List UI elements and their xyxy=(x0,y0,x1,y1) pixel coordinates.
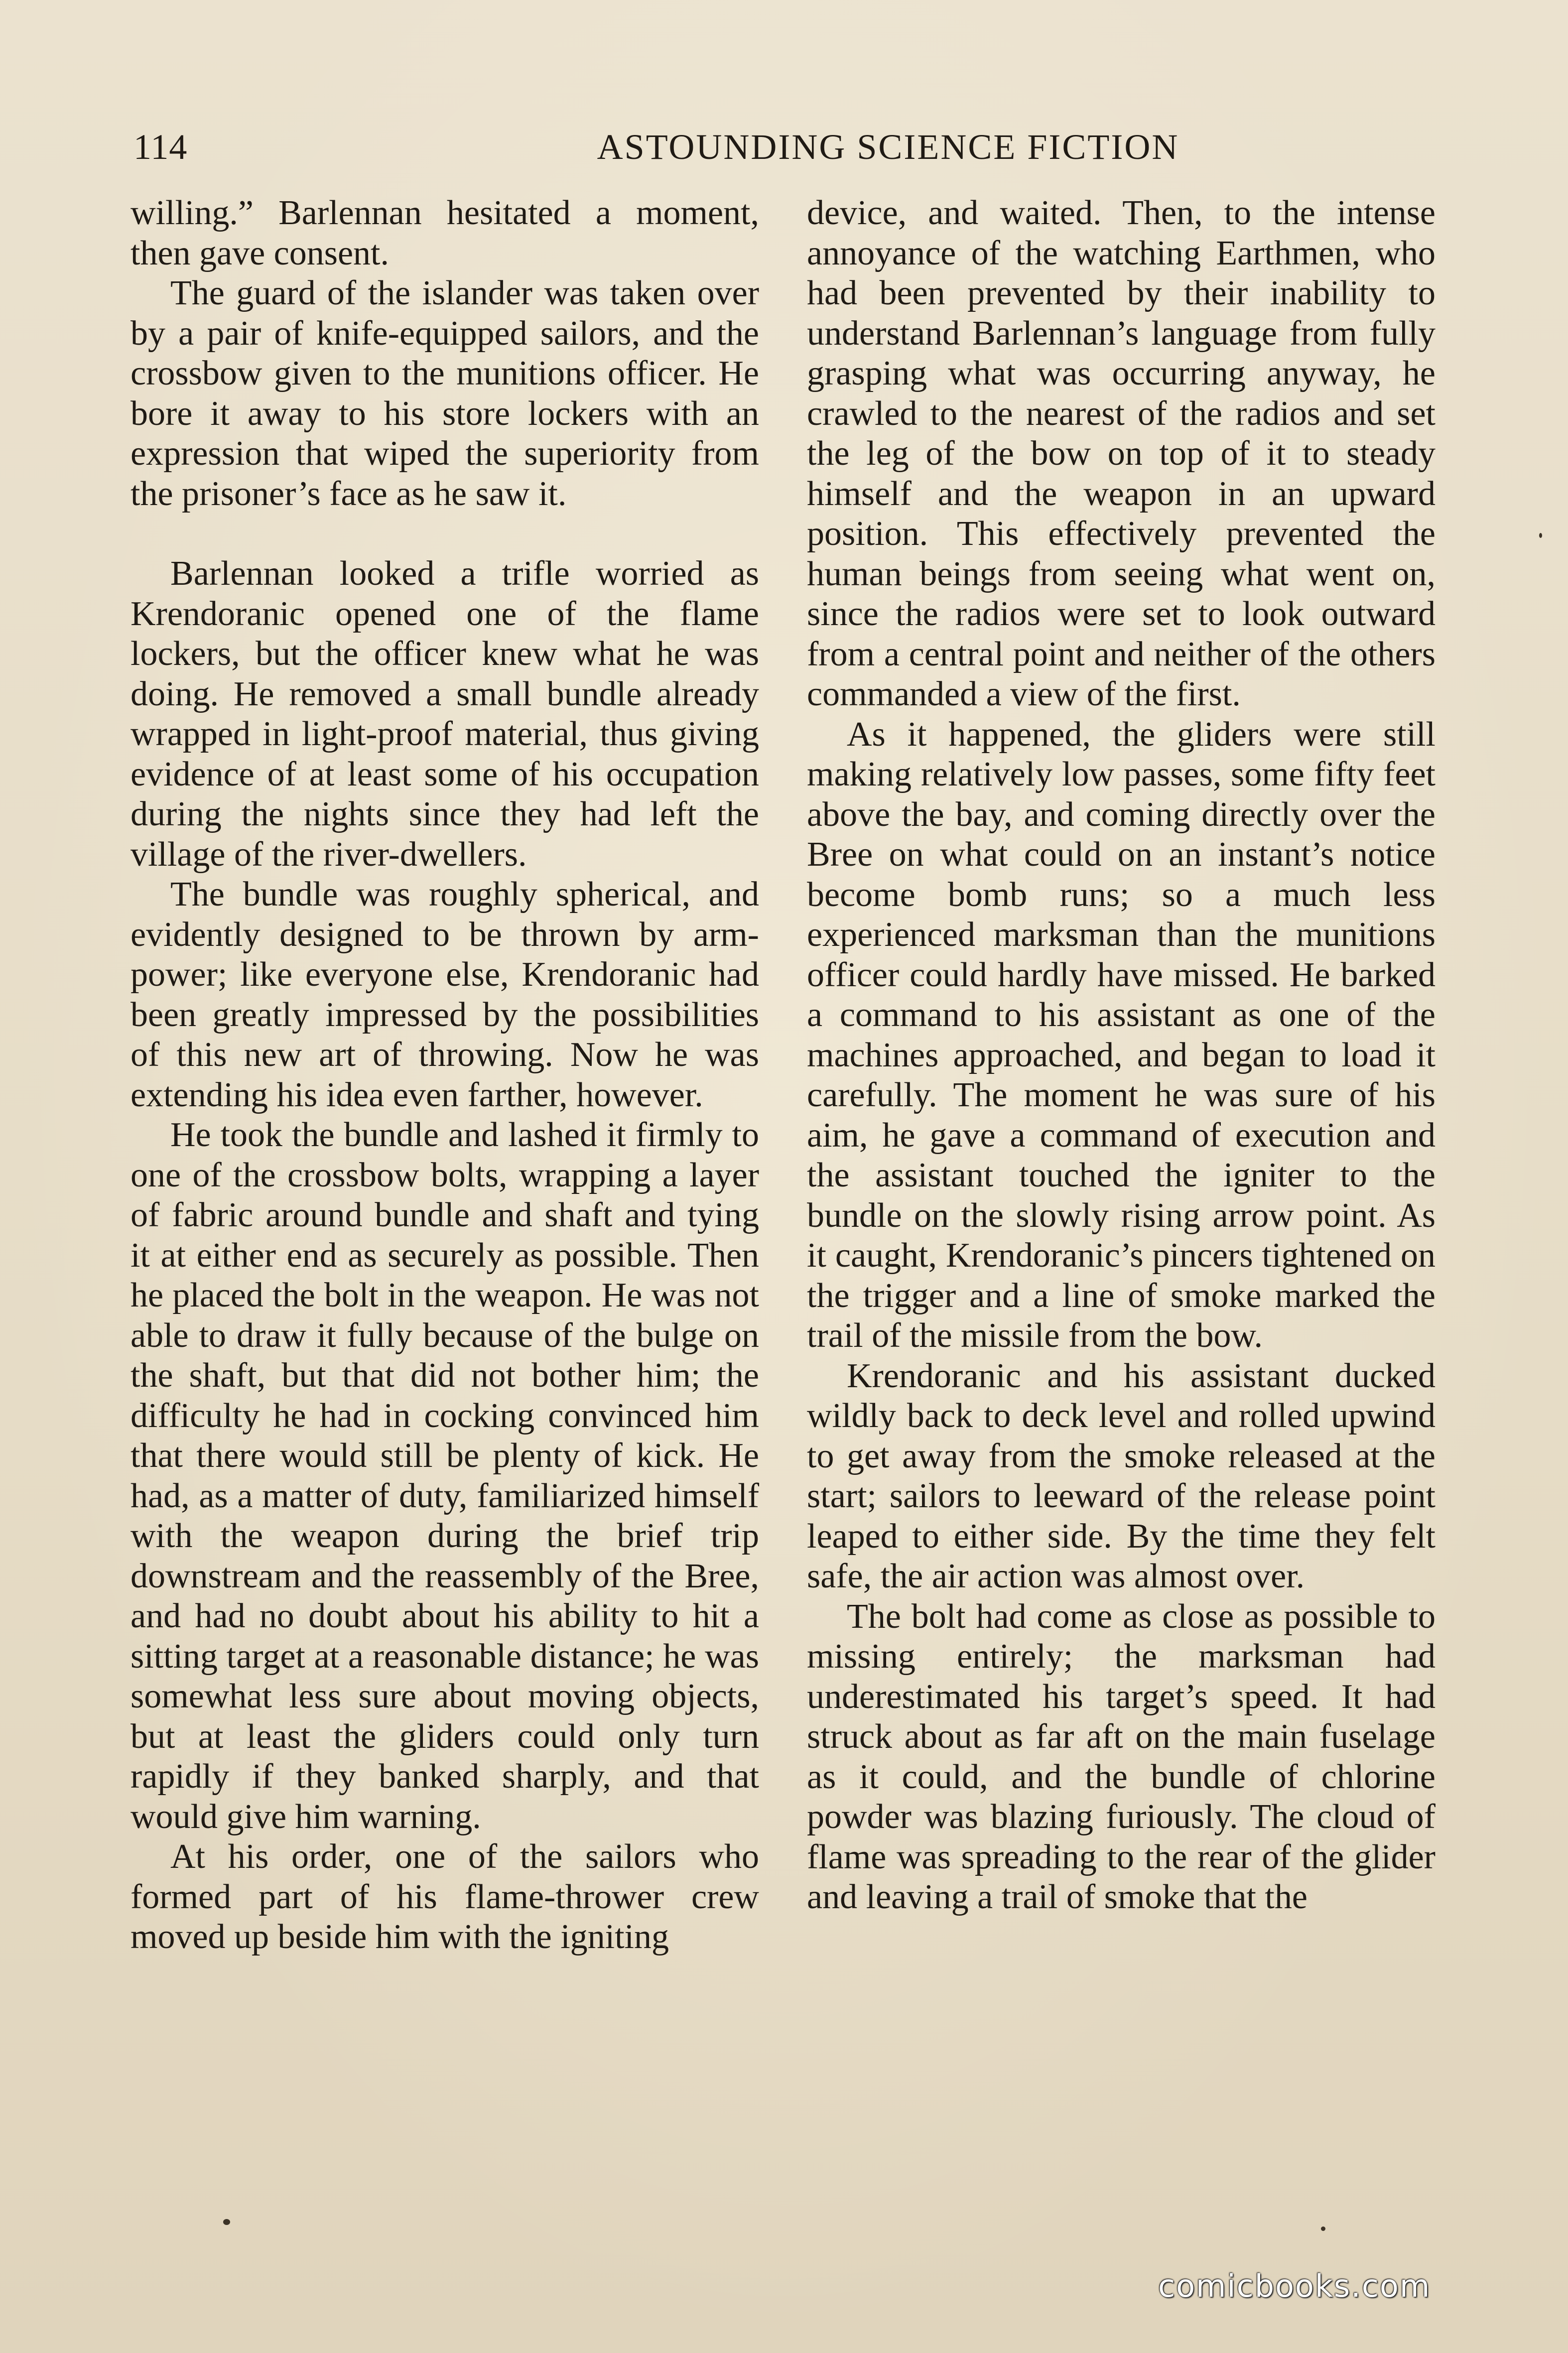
paragraph: At his order, one of the sailors who formed part of his flame-thrower crew moved up beside him with the igniting xyxy=(131,1837,759,1956)
paper-speck xyxy=(1321,2226,1325,2231)
paper-speck xyxy=(223,2219,230,2225)
paper-speck xyxy=(1539,533,1542,538)
paragraph: The bundle was roughly spherical, and evidently designed to be thrown by arm-power; like everyone else, Krendoranic had been greatly impressed by the possibilities of this new art of throwing. Now he was extending his idea even farther, however. xyxy=(131,875,759,1114)
paragraph: As it happened, the gliders were still making relatively low passes, some fifty feet above the bay, and coming directly over the Bree on what could on an instant’s notice become bomb runs; so a much less experienced marksman than the munitions officer could hardly have missed. He barked a command to his assistant as one of the machines approached, and began to load it carefully. The moment he was sure of his aim, he gave a command of execution and the assistant touched the igniter to the bundle on the slowly rising arrow point. As it caught, Krendoranic’s pincers tightened on the trigger and a line of smoke marked the trail of the missile from the bow. xyxy=(807,715,1436,1355)
watermark: comicbooks.com xyxy=(1158,2268,1431,2304)
page-number: 114 xyxy=(133,127,188,167)
left-column xyxy=(131,193,759,1958)
page-header xyxy=(133,122,1441,177)
paragraph: Krendoranic and his assistant ducked wildly back to deck level and rolled upwind to get away from the smoke released at the start; sailors to leeward of the release point leaped to either side. By the time they felt safe, the air action was almost over. xyxy=(807,1356,1436,1595)
paragraph: willing.” Barlennan hesitated a moment, then gave consent. xyxy=(131,194,759,272)
running-head: ASTOUNDING SCIENCE FICTION xyxy=(597,127,1179,167)
paragraph: He took the bundle and lashed it firmly to one of the crossbow bolts, wrapping a layer of fabric around bundle and shaft and tying it at either end as securely as possible. Then he placed the bolt in the weapon. He was not able to draw it fully because of the bulge on the shaft, but that did not bother him; the difficulty he had in cocking convinced him that there would still be plenty of kick. He had, as a matter of duty, familiarized himself with the weapon during the brief trip downstream and the reassembly of the Bree, and had no doubt about his ability to hit a sitting target at a reasonable distance; he was somewhat less sure about moving objects, but at least the gliders could only turn rapidly if they banked sharply, and that would give him warning. xyxy=(131,1116,759,1836)
paragraph: The bolt had come as close as possible to missing entirely; the marksman had underestimated his target’s speed. It had struck about as far aft on the main fuselage as it could, and the bundle of chlorine powder was blazing furiously. The cloud of flame was spreading to the rear of the glider and leaving a trail of smoke that the xyxy=(807,1597,1436,1916)
paragraph: The guard of the islander was taken over by a pair of knife-equipped sailors, and the crossbow given to the munitions officer. He bore it away to his store lockers with an expression that wiped the superiority from the prisoner’s face as he saw it. xyxy=(131,274,759,513)
paragraph: Barlennan looked a trifle worried as Krendoranic opened one of the flame lockers, but the officer knew what he was doing. He removed a small bundle already wrapped in light-proof material, thus giving evidence of at least some of his occupation during the nights since they had left the village of the river-dwellers. xyxy=(131,554,759,874)
paragraph: device, and waited. Then, to the intense annoyance of the watching Earthmen, who had been prevented by their inability to understand Barlennan’s language from fully grasping what was occurring anyway, he crawled to the nearest of the radios and set the leg of the bow on top of it to steady himself and the weapon in an upward position. This effectively prevented the human beings from seeing what went on, since the radios were set to look outward from a central point and neither of the others commanded a view of the first. xyxy=(807,194,1436,713)
right-column xyxy=(807,193,1436,1918)
